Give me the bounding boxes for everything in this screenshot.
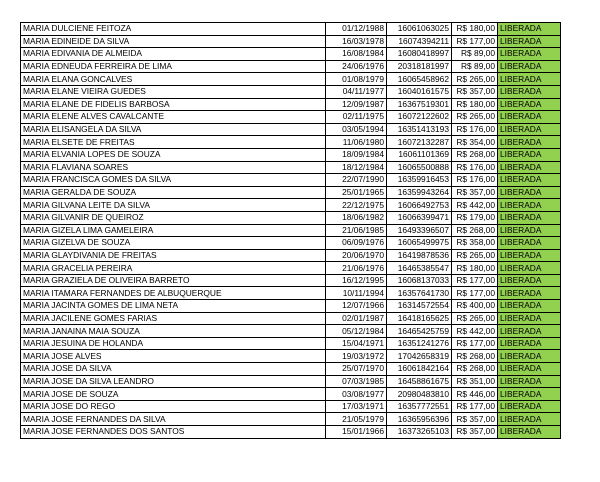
birth-date-cell[interactable]: 21/06/1985	[326, 224, 387, 237]
name-cell[interactable]: MARIA ELANA GONCALVES	[21, 73, 326, 86]
status-cell[interactable]: LIBERADA	[498, 35, 561, 48]
name-cell[interactable]: MARIA JOSE DA SILVA LEANDRO	[21, 375, 326, 388]
id-number-cell[interactable]: 16493396507	[387, 224, 452, 237]
table-row	[21, 186, 561, 199]
birth-date-cell[interactable]: 25/01/1965	[326, 186, 387, 199]
name-cell[interactable]: MARIA EDINEIDE DA SILVA	[21, 35, 326, 48]
table-row	[21, 262, 561, 275]
amount-cell[interactable]: R$ 268,00	[452, 148, 498, 161]
name-cell[interactable]: MARIA ELSETE DE FREITAS	[21, 136, 326, 149]
birth-date-cell[interactable]: 07/03/1985	[326, 375, 387, 388]
id-number-cell[interactable]: 16065458962	[387, 73, 452, 86]
amount-cell[interactable]: R$ 442,00	[452, 199, 498, 212]
id-number-cell[interactable]: 16418165625	[387, 312, 452, 325]
birth-date-cell[interactable]: 19/03/1972	[326, 350, 387, 363]
table-body	[21, 23, 561, 439]
status-cell[interactable]: LIBERADA	[498, 400, 561, 413]
table-row	[21, 413, 561, 426]
amount-cell[interactable]: R$ 268,00	[452, 350, 498, 363]
table-row	[21, 249, 561, 262]
birth-date-cell[interactable]: 02/01/1987	[326, 312, 387, 325]
status-cell[interactable]: LIBERADA	[498, 325, 561, 338]
birth-date-cell[interactable]: 01/12/1988	[326, 23, 387, 36]
amount-cell[interactable]: R$ 89,00	[452, 48, 498, 61]
id-number-cell[interactable]: 16074394211	[387, 35, 452, 48]
name-cell[interactable]: MARIA FLAVIANA SOARES	[21, 161, 326, 174]
birth-date-cell[interactable]: 11/06/1980	[326, 136, 387, 149]
status-cell[interactable]: LIBERADA	[498, 237, 561, 250]
name-cell[interactable]: MARIA ELANE DE FIDELIS BARBOSA	[21, 98, 326, 111]
id-number-cell[interactable]: 16458861675	[387, 375, 452, 388]
table-row	[21, 123, 561, 136]
table-row	[21, 48, 561, 61]
status-cell[interactable]: LIBERADA	[498, 161, 561, 174]
birth-date-cell[interactable]: 01/08/1979	[326, 73, 387, 86]
amount-cell[interactable]: R$ 358,00	[452, 237, 498, 250]
status-cell[interactable]: LIBERADA	[498, 23, 561, 36]
status-cell[interactable]: LIBERADA	[498, 224, 561, 237]
id-number-cell[interactable]: 16465425759	[387, 325, 452, 338]
id-number-cell[interactable]: 16080418997	[387, 48, 452, 61]
table-row	[21, 325, 561, 338]
status-cell[interactable]: LIBERADA	[498, 274, 561, 287]
table-row	[21, 35, 561, 48]
table-row	[21, 237, 561, 250]
table-row	[21, 363, 561, 376]
table-row	[21, 426, 561, 439]
name-cell[interactable]: MARIA ELVANIA LOPES DE SOUZA	[21, 148, 326, 161]
name-cell[interactable]: MARIA ELANE VIEIRA GUEDES	[21, 85, 326, 98]
id-number-cell[interactable]: 16359943264	[387, 186, 452, 199]
name-cell[interactable]: MARIA ELISANGELA DA SILVA	[21, 123, 326, 136]
birth-date-cell[interactable]: 02/11/1975	[326, 111, 387, 124]
amount-cell[interactable]: R$ 357,00	[452, 85, 498, 98]
table-row	[21, 337, 561, 350]
id-number-cell[interactable]: 16065499975	[387, 237, 452, 250]
status-cell[interactable]: LIBERADA	[498, 174, 561, 187]
id-number-cell[interactable]: 16351241276	[387, 337, 452, 350]
id-number-cell[interactable]: 16359916453	[387, 174, 452, 187]
name-cell[interactable]: MARIA EDIVANIA DE ALMEIDA	[21, 48, 326, 61]
birth-date-cell[interactable]: 12/07/1966	[326, 300, 387, 313]
amount-cell[interactable]: R$ 176,00	[452, 174, 498, 187]
table-row	[21, 60, 561, 73]
name-cell[interactable]: MARIA GILVANIR DE QUEIROZ	[21, 211, 326, 224]
table-row	[21, 85, 561, 98]
status-cell[interactable]: LIBERADA	[498, 312, 561, 325]
id-number-cell[interactable]: 16061063025	[387, 23, 452, 36]
amount-cell[interactable]: R$ 180,00	[452, 98, 498, 111]
table-row	[21, 388, 561, 401]
table-row	[21, 287, 561, 300]
amount-cell[interactable]: R$ 351,00	[452, 375, 498, 388]
table-row	[21, 211, 561, 224]
status-cell[interactable]: LIBERADA	[498, 48, 561, 61]
status-cell[interactable]: LIBERADA	[498, 186, 561, 199]
table-row	[21, 350, 561, 363]
birth-date-cell[interactable]: 21/06/1976	[326, 262, 387, 275]
amount-cell[interactable]: R$ 177,00	[452, 400, 498, 413]
amount-cell[interactable]: R$ 265,00	[452, 73, 498, 86]
amount-cell[interactable]: R$ 177,00	[452, 274, 498, 287]
status-cell[interactable]: LIBERADA	[498, 287, 561, 300]
birth-date-cell[interactable]: 10/11/1994	[326, 287, 387, 300]
name-cell[interactable]: MARIA GRACELIA PEREIRA	[21, 262, 326, 275]
amount-cell[interactable]: R$ 265,00	[452, 111, 498, 124]
birth-date-cell[interactable]: 24/06/1976	[326, 60, 387, 73]
amount-cell[interactable]: R$ 268,00	[452, 224, 498, 237]
status-cell[interactable]: LIBERADA	[498, 350, 561, 363]
id-number-cell[interactable]: 16465385547	[387, 262, 452, 275]
id-number-cell[interactable]: 16065500888	[387, 161, 452, 174]
id-number-cell[interactable]: 16367519301	[387, 98, 452, 111]
name-cell[interactable]: MARIA JESUINA DE HOLANDA	[21, 337, 326, 350]
table-row	[21, 148, 561, 161]
table-row	[21, 274, 561, 287]
id-number-cell[interactable]: 16068137033	[387, 274, 452, 287]
status-cell[interactable]: LIBERADA	[498, 388, 561, 401]
birth-date-cell[interactable]: 03/08/1977	[326, 388, 387, 401]
table-row	[21, 136, 561, 149]
name-cell[interactable]: MARIA GIZELVA DE SOUZA	[21, 237, 326, 250]
status-cell[interactable]: LIBERADA	[498, 249, 561, 262]
status-cell[interactable]: LIBERADA	[498, 262, 561, 275]
status-cell[interactable]: LIBERADA	[498, 337, 561, 350]
name-cell[interactable]: MARIA GRAZIELA DE OLIVEIRA BARRETO	[21, 274, 326, 287]
status-cell[interactable]: LIBERADA	[498, 73, 561, 86]
name-cell[interactable]: MARIA GERALDA DE SOUZA	[21, 186, 326, 199]
name-cell[interactable]: MARIA JACILENE GOMES FARIAS	[21, 312, 326, 325]
birth-date-cell[interactable]: 21/05/1979	[326, 413, 387, 426]
id-number-cell[interactable]: 16373265103	[387, 426, 452, 439]
id-number-cell[interactable]: 16072122602	[387, 111, 452, 124]
birth-date-cell[interactable]: 15/04/1971	[326, 337, 387, 350]
id-number-cell[interactable]: 16066399471	[387, 211, 452, 224]
name-cell[interactable]: MARIA JACINTA GOMES DE LIMA NETA	[21, 300, 326, 313]
amount-cell[interactable]: R$ 446,00	[452, 388, 498, 401]
birth-date-cell[interactable]: 22/07/1990	[326, 174, 387, 187]
name-cell[interactable]: MARIA GLAYDIVANIA DE FREITAS	[21, 249, 326, 262]
status-cell[interactable]: LIBERADA	[498, 111, 561, 124]
table-row	[21, 375, 561, 388]
table-row	[21, 98, 561, 111]
name-cell[interactable]: MARIA ELENE ALVES CAVALCANTE	[21, 111, 326, 124]
table-row	[21, 199, 561, 212]
status-cell[interactable]: LIBERADA	[498, 375, 561, 388]
name-cell[interactable]: MARIA FRANCISCA GOMES DA SILVA	[21, 174, 326, 187]
name-cell[interactable]: MARIA JOSE ALVES	[21, 350, 326, 363]
name-cell[interactable]: MARIA JOSE DO REGO	[21, 400, 326, 413]
amount-cell[interactable]: R$ 268,00	[452, 363, 498, 376]
birth-date-cell[interactable]: 15/01/1966	[326, 426, 387, 439]
birth-date-cell[interactable]: 18/12/1984	[326, 161, 387, 174]
beneficiary-table	[20, 22, 561, 439]
amount-cell[interactable]: R$ 177,00	[452, 35, 498, 48]
amount-cell[interactable]: R$ 265,00	[452, 249, 498, 262]
id-number-cell[interactable]: 16365956396	[387, 413, 452, 426]
birth-date-cell[interactable]: 05/12/1984	[326, 325, 387, 338]
birth-date-cell[interactable]: 17/03/1971	[326, 400, 387, 413]
id-number-cell[interactable]: 16040161575	[387, 85, 452, 98]
amount-cell[interactable]: R$ 357,00	[452, 186, 498, 199]
table-row	[21, 161, 561, 174]
birth-date-cell[interactable]: 12/09/1987	[326, 98, 387, 111]
id-number-cell[interactable]: 20980483810	[387, 388, 452, 401]
id-number-cell[interactable]: 17042658319	[387, 350, 452, 363]
birth-date-cell[interactable]: 04/11/1977	[326, 85, 387, 98]
status-cell[interactable]: LIBERADA	[498, 211, 561, 224]
birth-date-cell[interactable]: 03/05/1994	[326, 123, 387, 136]
birth-date-cell[interactable]: 18/06/1982	[326, 211, 387, 224]
status-cell[interactable]: LIBERADA	[498, 426, 561, 439]
amount-cell[interactable]: R$ 357,00	[452, 413, 498, 426]
table-row	[21, 111, 561, 124]
amount-cell[interactable]: R$ 89,00	[452, 60, 498, 73]
amount-cell[interactable]: R$ 265,00	[452, 312, 498, 325]
name-cell[interactable]: MARIA GIZELA LIMA GAMELEIRA	[21, 224, 326, 237]
amount-cell[interactable]: R$ 176,00	[452, 161, 498, 174]
name-cell[interactable]: MARIA JOSE FERNANDES DOS SANTOS	[21, 426, 326, 439]
birth-date-cell[interactable]: 16/03/1978	[326, 35, 387, 48]
status-cell[interactable]: LIBERADA	[498, 199, 561, 212]
id-number-cell[interactable]: 16314572554	[387, 300, 452, 313]
amount-cell[interactable]: R$ 354,00	[452, 136, 498, 149]
amount-cell[interactable]: R$ 180,00	[452, 262, 498, 275]
status-cell[interactable]: LIBERADA	[498, 136, 561, 149]
table-row	[21, 400, 561, 413]
table-row	[21, 174, 561, 187]
amount-cell[interactable]: R$ 357,00	[452, 426, 498, 439]
table-row	[21, 312, 561, 325]
id-number-cell[interactable]: 20318181997	[387, 60, 452, 73]
status-cell[interactable]: LIBERADA	[498, 413, 561, 426]
name-cell[interactable]: MARIA JOSE FERNANDES DA SILVA	[21, 413, 326, 426]
id-number-cell[interactable]: 16061842164	[387, 363, 452, 376]
table-row	[21, 300, 561, 313]
amount-cell[interactable]: R$ 179,00	[452, 211, 498, 224]
id-number-cell[interactable]: 16357772551	[387, 400, 452, 413]
status-cell[interactable]: LIBERADA	[498, 363, 561, 376]
birth-date-cell[interactable]: 20/06/1970	[326, 249, 387, 262]
id-number-cell[interactable]: 16419878536	[387, 249, 452, 262]
table-row	[21, 224, 561, 237]
amount-cell[interactable]: R$ 180,00	[452, 23, 498, 36]
amount-cell[interactable]: R$ 177,00	[452, 337, 498, 350]
id-number-cell[interactable]: 16066492753	[387, 199, 452, 212]
amount-cell[interactable]: R$ 442,00	[452, 325, 498, 338]
name-cell[interactable]: MARIA GILVANA LEITE DA SILVA	[21, 199, 326, 212]
birth-date-cell[interactable]: 22/12/1975	[326, 199, 387, 212]
birth-date-cell[interactable]: 16/08/1984	[326, 48, 387, 61]
name-cell[interactable]: MARIA ITAMARA FERNANDES DE ALBUQUERQUE	[21, 287, 326, 300]
status-cell[interactable]: LIBERADA	[498, 60, 561, 73]
status-cell[interactable]: LIBERADA	[498, 148, 561, 161]
id-number-cell[interactable]: 16357641730	[387, 287, 452, 300]
table-row	[21, 23, 561, 36]
birth-date-cell[interactable]: 16/12/1995	[326, 274, 387, 287]
birth-date-cell[interactable]: 25/07/1970	[326, 363, 387, 376]
amount-cell[interactable]: R$ 176,00	[452, 123, 498, 136]
id-number-cell[interactable]: 16072132287	[387, 136, 452, 149]
spreadsheet-sheet	[20, 22, 561, 439]
birth-date-cell[interactable]: 18/09/1984	[326, 148, 387, 161]
table-row	[21, 73, 561, 86]
name-cell[interactable]: MARIA JOSE DA SILVA	[21, 363, 326, 376]
amount-cell[interactable]: R$ 400,00	[452, 300, 498, 313]
name-cell[interactable]: MARIA JANAINA MAIA SOUZA	[21, 325, 326, 338]
status-cell[interactable]: LIBERADA	[498, 123, 561, 136]
status-cell[interactable]: LIBERADA	[498, 85, 561, 98]
id-number-cell[interactable]: 16061101369	[387, 148, 452, 161]
id-number-cell[interactable]: 16351413193	[387, 123, 452, 136]
name-cell[interactable]: MARIA JOSE DE SOUZA	[21, 388, 326, 401]
name-cell[interactable]: MARIA DULCIENE FEITOZA	[21, 23, 326, 36]
status-cell[interactable]: LIBERADA	[498, 98, 561, 111]
amount-cell[interactable]: R$ 177,00	[452, 287, 498, 300]
birth-date-cell[interactable]: 06/09/1976	[326, 237, 387, 250]
status-cell[interactable]: LIBERADA	[498, 300, 561, 313]
name-cell[interactable]: MARIA EDNEUDA FERREIRA DE LIMA	[21, 60, 326, 73]
